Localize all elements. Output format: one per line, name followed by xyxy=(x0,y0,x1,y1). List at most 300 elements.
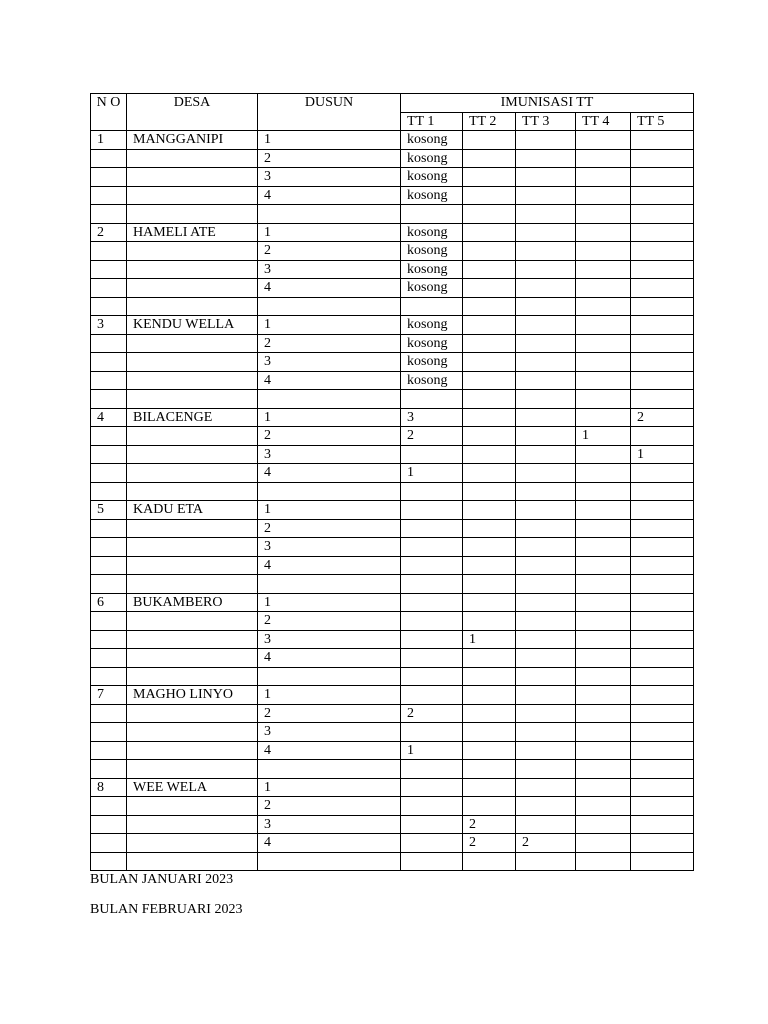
cell-desa xyxy=(127,260,258,279)
cell-dusun: 1 xyxy=(258,223,401,242)
cell-empty xyxy=(516,390,576,409)
cell-dusun: 3 xyxy=(258,815,401,834)
cell-tt4 xyxy=(576,723,631,742)
cell-empty xyxy=(91,760,127,779)
cell-empty xyxy=(91,667,127,686)
cell-no xyxy=(91,242,127,261)
cell-empty xyxy=(463,482,516,501)
cell-desa xyxy=(127,612,258,631)
cell-dusun: 1 xyxy=(258,316,401,335)
cell-no: 5 xyxy=(91,501,127,520)
cell-tt1 xyxy=(401,778,463,797)
cell-dusun: 2 xyxy=(258,797,401,816)
cell-empty xyxy=(127,575,258,594)
cell-tt2 xyxy=(463,186,516,205)
cell-tt3 xyxy=(516,649,576,668)
cell-empty xyxy=(463,297,516,316)
cell-empty xyxy=(516,205,576,224)
cell-dusun: 3 xyxy=(258,630,401,649)
cell-tt3 xyxy=(516,445,576,464)
separator-row xyxy=(91,205,694,224)
cell-tt1 xyxy=(401,686,463,705)
cell-tt5 xyxy=(631,612,694,631)
table-row xyxy=(91,630,694,649)
cell-desa xyxy=(127,445,258,464)
cell-empty xyxy=(401,852,463,871)
cell-empty xyxy=(516,852,576,871)
cell-tt5 xyxy=(631,427,694,446)
cell-tt5 xyxy=(631,149,694,168)
cell-no xyxy=(91,630,127,649)
cell-tt5 xyxy=(631,260,694,279)
cell-no xyxy=(91,371,127,390)
cell-dusun: 1 xyxy=(258,501,401,520)
table-row xyxy=(91,649,694,668)
cell-empty xyxy=(463,575,516,594)
header-dusun: DUSUN xyxy=(258,94,401,131)
cell-tt1: kosong xyxy=(401,260,463,279)
cell-tt4: 1 xyxy=(576,427,631,446)
table-row xyxy=(91,334,694,353)
cell-dusun: 1 xyxy=(258,686,401,705)
cell-tt4 xyxy=(576,834,631,853)
cell-desa xyxy=(127,353,258,372)
cell-tt2 xyxy=(463,501,516,520)
cell-empty xyxy=(127,482,258,501)
cell-tt5 xyxy=(631,371,694,390)
table-row xyxy=(91,593,694,612)
cell-tt3 xyxy=(516,797,576,816)
cell-empty xyxy=(463,205,516,224)
cell-empty xyxy=(258,482,401,501)
table-row xyxy=(91,371,694,390)
cell-empty xyxy=(463,760,516,779)
cell-dusun: 1 xyxy=(258,593,401,612)
table-row xyxy=(91,279,694,298)
cell-tt3 xyxy=(516,723,576,742)
table-row xyxy=(91,815,694,834)
cell-empty xyxy=(401,390,463,409)
cell-desa: MANGGANIPI xyxy=(127,131,258,150)
cell-empty xyxy=(463,667,516,686)
cell-dusun: 3 xyxy=(258,445,401,464)
cell-empty xyxy=(576,575,631,594)
cell-tt2 xyxy=(463,316,516,335)
cell-tt5 xyxy=(631,630,694,649)
table-row xyxy=(91,186,694,205)
cell-tt5 xyxy=(631,131,694,150)
cell-tt1: 2 xyxy=(401,427,463,446)
cell-tt3 xyxy=(516,408,576,427)
cell-empty xyxy=(258,390,401,409)
cell-empty xyxy=(401,760,463,779)
cell-tt1: kosong xyxy=(401,334,463,353)
cell-dusun: 4 xyxy=(258,186,401,205)
cell-tt2: 1 xyxy=(463,630,516,649)
cell-empty xyxy=(463,390,516,409)
header-tt2: TT 2 xyxy=(463,112,516,131)
cell-no xyxy=(91,445,127,464)
cell-tt4 xyxy=(576,168,631,187)
cell-desa xyxy=(127,519,258,538)
cell-tt5 xyxy=(631,186,694,205)
cell-desa: WEE WELA xyxy=(127,778,258,797)
cell-tt1: kosong xyxy=(401,279,463,298)
table-row xyxy=(91,538,694,557)
cell-tt4 xyxy=(576,445,631,464)
table-row xyxy=(91,778,694,797)
cell-tt5 xyxy=(631,649,694,668)
header-tt3: TT 3 xyxy=(516,112,576,131)
cell-tt4 xyxy=(576,630,631,649)
cell-dusun: 2 xyxy=(258,242,401,261)
cell-no: 6 xyxy=(91,593,127,612)
table-row xyxy=(91,686,694,705)
cell-tt1 xyxy=(401,612,463,631)
cell-tt2 xyxy=(463,704,516,723)
cell-tt4 xyxy=(576,279,631,298)
cell-empty xyxy=(91,390,127,409)
cell-tt1: kosong xyxy=(401,316,463,335)
cell-dusun: 4 xyxy=(258,741,401,760)
cell-tt1 xyxy=(401,797,463,816)
cell-tt4 xyxy=(576,797,631,816)
cell-no xyxy=(91,353,127,372)
cell-tt2 xyxy=(463,797,516,816)
cell-tt1 xyxy=(401,593,463,612)
cell-tt5 xyxy=(631,501,694,520)
cell-empty xyxy=(258,575,401,594)
cell-tt3 xyxy=(516,501,576,520)
table-row xyxy=(91,797,694,816)
cell-tt2 xyxy=(463,556,516,575)
cell-tt1: kosong xyxy=(401,168,463,187)
cell-tt2 xyxy=(463,334,516,353)
cell-tt5 xyxy=(631,316,694,335)
cell-dusun: 2 xyxy=(258,334,401,353)
cell-tt1: 3 xyxy=(401,408,463,427)
table-row xyxy=(91,316,694,335)
cell-dusun: 4 xyxy=(258,371,401,390)
cell-tt5 xyxy=(631,686,694,705)
cell-tt3 xyxy=(516,131,576,150)
table-row xyxy=(91,556,694,575)
cell-tt5 xyxy=(631,723,694,742)
cell-empty xyxy=(258,667,401,686)
cell-tt2 xyxy=(463,741,516,760)
separator-row xyxy=(91,760,694,779)
cell-tt3 xyxy=(516,593,576,612)
cell-tt4 xyxy=(576,593,631,612)
cell-tt3 xyxy=(516,149,576,168)
cell-tt2: 2 xyxy=(463,834,516,853)
cell-desa: MAGHO LINYO xyxy=(127,686,258,705)
cell-tt2 xyxy=(463,593,516,612)
cell-empty xyxy=(127,297,258,316)
cell-desa xyxy=(127,371,258,390)
cell-tt3 xyxy=(516,427,576,446)
cell-empty xyxy=(91,575,127,594)
cell-tt1: kosong xyxy=(401,131,463,150)
cell-tt5 xyxy=(631,556,694,575)
cell-tt3 xyxy=(516,778,576,797)
table-row xyxy=(91,223,694,242)
cell-empty xyxy=(127,205,258,224)
cell-tt3 xyxy=(516,168,576,187)
cell-dusun: 4 xyxy=(258,556,401,575)
cell-tt2 xyxy=(463,260,516,279)
table-body xyxy=(91,131,694,871)
cell-empty xyxy=(463,852,516,871)
cell-tt4 xyxy=(576,686,631,705)
cell-tt3 xyxy=(516,279,576,298)
separator-row xyxy=(91,575,694,594)
cell-dusun: 2 xyxy=(258,704,401,723)
table-row xyxy=(91,149,694,168)
cell-desa: BILACENGE xyxy=(127,408,258,427)
cell-no xyxy=(91,260,127,279)
cell-tt2 xyxy=(463,445,516,464)
cell-no xyxy=(91,834,127,853)
cell-empty xyxy=(631,575,694,594)
cell-dusun: 3 xyxy=(258,353,401,372)
cell-tt2 xyxy=(463,464,516,483)
cell-desa xyxy=(127,149,258,168)
cell-desa: BUKAMBERO xyxy=(127,593,258,612)
cell-tt3 xyxy=(516,630,576,649)
cell-tt2 xyxy=(463,168,516,187)
cell-no: 7 xyxy=(91,686,127,705)
table-row xyxy=(91,131,694,150)
cell-empty xyxy=(401,297,463,316)
cell-tt4 xyxy=(576,464,631,483)
cell-desa xyxy=(127,242,258,261)
cell-empty xyxy=(576,760,631,779)
cell-tt3 xyxy=(516,686,576,705)
cell-no xyxy=(91,519,127,538)
cell-tt1 xyxy=(401,649,463,668)
cell-empty xyxy=(401,482,463,501)
cell-tt3 xyxy=(516,242,576,261)
cell-tt4 xyxy=(576,260,631,279)
cell-tt2 xyxy=(463,242,516,261)
cell-desa xyxy=(127,741,258,760)
header-row-1 xyxy=(91,94,694,113)
cell-tt5 xyxy=(631,834,694,853)
cell-tt3 xyxy=(516,353,576,372)
cell-tt1 xyxy=(401,538,463,557)
table-row xyxy=(91,242,694,261)
immunization-table xyxy=(90,93,694,871)
cell-tt4 xyxy=(576,371,631,390)
cell-tt5 xyxy=(631,741,694,760)
cell-empty xyxy=(127,852,258,871)
cell-desa: HAMELI ATE xyxy=(127,223,258,242)
cell-tt4 xyxy=(576,223,631,242)
cell-tt4 xyxy=(576,149,631,168)
cell-desa xyxy=(127,630,258,649)
cell-tt3 xyxy=(516,519,576,538)
cell-tt3 xyxy=(516,186,576,205)
cell-dusun: 3 xyxy=(258,168,401,187)
cell-tt1 xyxy=(401,834,463,853)
header-desa: DESA xyxy=(127,94,258,131)
cell-desa: KADU ETA xyxy=(127,501,258,520)
cell-tt2 xyxy=(463,686,516,705)
cell-tt4 xyxy=(576,704,631,723)
cell-tt1 xyxy=(401,815,463,834)
cell-tt2 xyxy=(463,723,516,742)
cell-empty xyxy=(576,482,631,501)
header-tt1: TT 1 xyxy=(401,112,463,131)
cell-empty xyxy=(401,667,463,686)
cell-tt3 xyxy=(516,556,576,575)
table-row xyxy=(91,741,694,760)
cell-tt1: kosong xyxy=(401,371,463,390)
cell-tt5: 2 xyxy=(631,408,694,427)
cell-tt4 xyxy=(576,501,631,520)
cell-no: 4 xyxy=(91,408,127,427)
cell-empty xyxy=(91,482,127,501)
table-row xyxy=(91,353,694,372)
cell-dusun: 1 xyxy=(258,408,401,427)
cell-tt2 xyxy=(463,538,516,557)
cell-tt1: kosong xyxy=(401,353,463,372)
cell-desa xyxy=(127,649,258,668)
cell-no xyxy=(91,334,127,353)
cell-empty xyxy=(631,482,694,501)
cell-dusun: 3 xyxy=(258,723,401,742)
cell-tt5 xyxy=(631,797,694,816)
table-row xyxy=(91,519,694,538)
cell-tt1 xyxy=(401,501,463,520)
cell-no xyxy=(91,649,127,668)
cell-tt1 xyxy=(401,556,463,575)
cell-tt5 xyxy=(631,778,694,797)
cell-empty xyxy=(258,852,401,871)
cell-tt4 xyxy=(576,353,631,372)
cell-tt2 xyxy=(463,279,516,298)
cell-tt1: 1 xyxy=(401,464,463,483)
cell-tt2 xyxy=(463,371,516,390)
cell-tt2: 2 xyxy=(463,815,516,834)
cell-no: 3 xyxy=(91,316,127,335)
cell-tt4 xyxy=(576,519,631,538)
cell-desa: KENDU WELLA xyxy=(127,316,258,335)
cell-no: 8 xyxy=(91,778,127,797)
cell-tt5 xyxy=(631,593,694,612)
cell-empty xyxy=(401,575,463,594)
cell-tt3 xyxy=(516,371,576,390)
cell-tt3 xyxy=(516,612,576,631)
cell-no xyxy=(91,815,127,834)
cell-no xyxy=(91,168,127,187)
cell-tt4 xyxy=(576,741,631,760)
cell-tt4 xyxy=(576,612,631,631)
cell-tt2 xyxy=(463,353,516,372)
cell-tt2 xyxy=(463,649,516,668)
cell-empty xyxy=(127,390,258,409)
cell-tt4 xyxy=(576,408,631,427)
cell-tt3 xyxy=(516,334,576,353)
cell-empty xyxy=(631,667,694,686)
cell-tt1 xyxy=(401,630,463,649)
cell-tt1 xyxy=(401,519,463,538)
cell-desa xyxy=(127,427,258,446)
cell-dusun: 2 xyxy=(258,427,401,446)
cell-empty xyxy=(127,760,258,779)
cell-tt1 xyxy=(401,445,463,464)
cell-tt5 xyxy=(631,519,694,538)
cell-tt4 xyxy=(576,186,631,205)
cell-tt5 xyxy=(631,464,694,483)
cell-tt3 xyxy=(516,741,576,760)
cell-tt3 xyxy=(516,538,576,557)
cell-no xyxy=(91,797,127,816)
cell-tt2 xyxy=(463,519,516,538)
cell-tt2 xyxy=(463,131,516,150)
cell-dusun: 1 xyxy=(258,778,401,797)
table-row xyxy=(91,445,694,464)
cell-tt1: 2 xyxy=(401,704,463,723)
table-row xyxy=(91,723,694,742)
cell-desa xyxy=(127,704,258,723)
cell-tt2 xyxy=(463,223,516,242)
cell-tt3 xyxy=(516,223,576,242)
cell-empty xyxy=(127,667,258,686)
cell-dusun: 1 xyxy=(258,131,401,150)
cell-tt1: kosong xyxy=(401,223,463,242)
cell-dusun: 2 xyxy=(258,612,401,631)
cell-desa xyxy=(127,168,258,187)
cell-empty xyxy=(576,297,631,316)
cell-tt2 xyxy=(463,427,516,446)
table-row xyxy=(91,408,694,427)
cell-desa xyxy=(127,279,258,298)
cell-dusun: 4 xyxy=(258,834,401,853)
cell-tt4 xyxy=(576,815,631,834)
cell-empty xyxy=(258,760,401,779)
cell-desa xyxy=(127,723,258,742)
cell-no xyxy=(91,556,127,575)
cell-tt5 xyxy=(631,538,694,557)
cell-tt4 xyxy=(576,649,631,668)
cell-tt4 xyxy=(576,538,631,557)
cell-tt2 xyxy=(463,408,516,427)
cell-tt3 xyxy=(516,260,576,279)
cell-empty xyxy=(516,667,576,686)
cell-dusun: 3 xyxy=(258,538,401,557)
separator-row xyxy=(91,852,694,871)
cell-tt4 xyxy=(576,316,631,335)
cell-tt5 xyxy=(631,279,694,298)
cell-tt3 xyxy=(516,815,576,834)
cell-no xyxy=(91,538,127,557)
cell-dusun: 2 xyxy=(258,519,401,538)
cell-empty xyxy=(516,297,576,316)
cell-no xyxy=(91,612,127,631)
cell-dusun: 3 xyxy=(258,260,401,279)
separator-row xyxy=(91,390,694,409)
cell-tt1: kosong xyxy=(401,186,463,205)
header-no: N O xyxy=(91,94,127,131)
cell-empty xyxy=(576,390,631,409)
cell-empty xyxy=(401,205,463,224)
cell-dusun: 2 xyxy=(258,149,401,168)
cell-empty xyxy=(258,205,401,224)
cell-empty xyxy=(631,390,694,409)
cell-tt5 xyxy=(631,704,694,723)
